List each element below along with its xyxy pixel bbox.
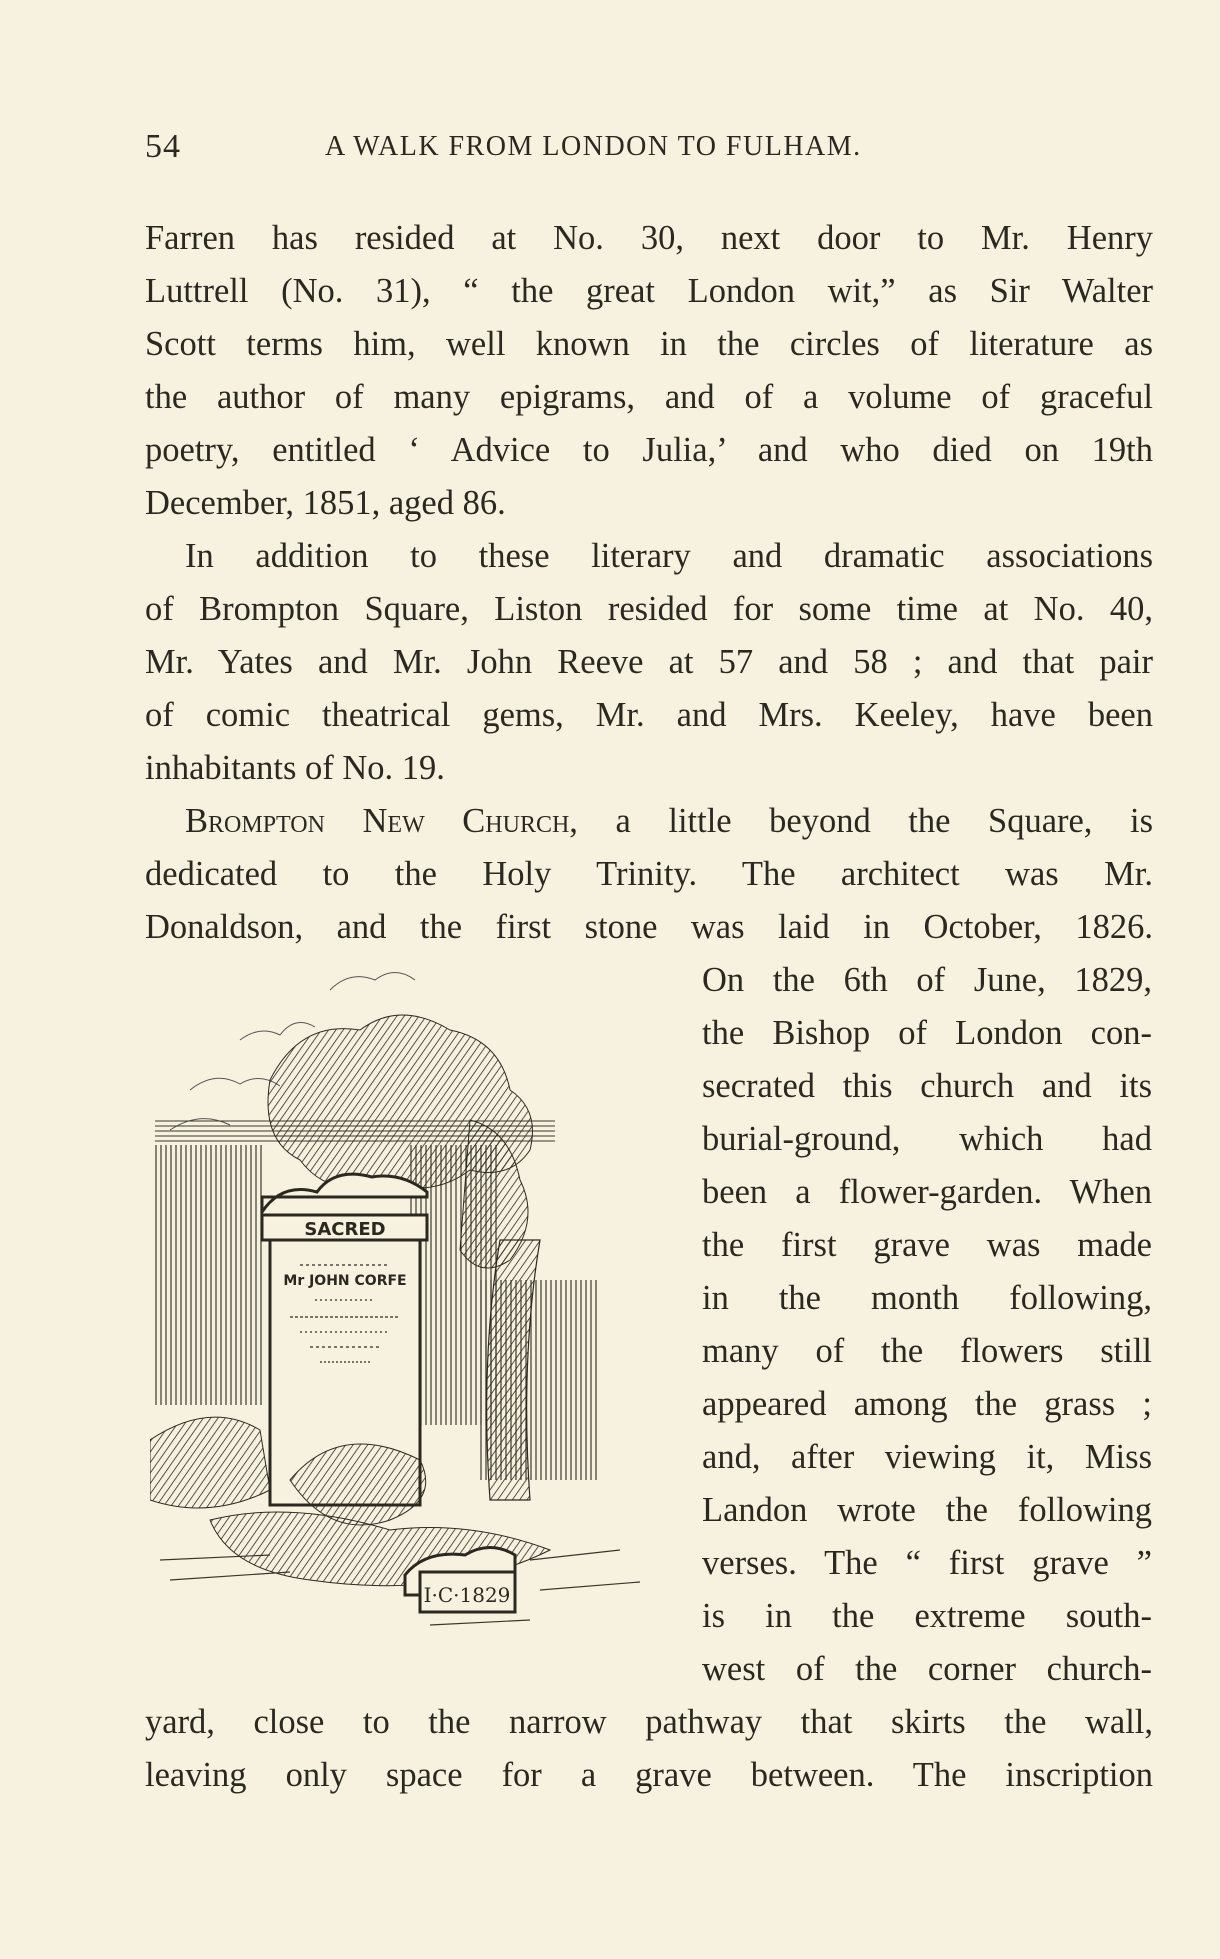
- text-line: west of the corner church-: [702, 1650, 1152, 1688]
- text-line: and, after viewing it, Miss: [702, 1438, 1152, 1476]
- headstone-name: Mr JOHN CORFE: [283, 1273, 407, 1289]
- headstone-sacred: SACRED: [304, 1219, 386, 1240]
- text-line: been a flower-garden. When: [702, 1173, 1152, 1211]
- text-line: [145, 795, 1153, 848]
- text-line: burial-ground, which had: [702, 1120, 1152, 1158]
- text-line: the first grave was made: [702, 1226, 1152, 1264]
- text-line: Luttrell (No. 31), “ the great London wit,” as Sir Walter: [145, 272, 1153, 310]
- footstone-date: I·C·1829: [423, 1583, 511, 1607]
- paragraph-1: [145, 212, 1153, 530]
- text-line: December, 1851, aged 86.: [145, 484, 506, 522]
- text-line: secrated this church and its: [702, 1067, 1152, 1105]
- text-run: a little beyond the Square, is: [577, 802, 1154, 840]
- page-number: 54: [145, 128, 181, 165]
- text-line: Mr. Yates and Mr. John Reeve at 57 and 58 ; and that pair: [145, 643, 1153, 681]
- text-line: is in the extreme south-: [702, 1597, 1152, 1635]
- text-line: Scott terms him, well known in the circles of literature as: [145, 325, 1153, 363]
- text-line: of comic theatrical gems, Mr. and Mrs. Keeley, have been: [145, 696, 1153, 734]
- text-line: poetry, entitled ‘ Advice to Julia,’ and who died on 19th: [145, 431, 1153, 469]
- text-line: many of the flowers still: [702, 1332, 1152, 1370]
- text-line: in the month following,: [702, 1279, 1152, 1317]
- text-line: On the 6th of June, 1829,: [702, 961, 1152, 999]
- paragraph-3-continued: [145, 1696, 1153, 1802]
- text-line: Farren has resided at No. 30, next door to Mr. Henry: [145, 219, 1153, 257]
- engraving-gravestone: [150, 960, 680, 1650]
- railing-left: [155, 1145, 265, 1405]
- paragraph-2: [145, 530, 1153, 795]
- running-title: A WALK FROM LONDON TO FULHAM.: [325, 131, 862, 162]
- text-line: Donaldson, and the first stone was laid in October, 1826.: [145, 908, 1153, 946]
- text-line: appeared among the grass ;: [702, 1385, 1152, 1423]
- running-header: [145, 128, 975, 168]
- text-line: leaving only space for a grave between. The inscription: [145, 1756, 1153, 1794]
- text-line: Landon wrote the following: [702, 1491, 1152, 1529]
- paragraph-3: [145, 795, 1153, 954]
- paragraph-3-wrap-column: [702, 954, 1152, 1696]
- text-line: the Bishop of London con-: [702, 1014, 1152, 1052]
- text-line: the author of many epigrams, and of a volume of graceful: [145, 378, 1153, 416]
- text-line: inhabitants of No. 19.: [145, 749, 445, 787]
- text-line: yard, close to the narrow pathway that skirts the wall,: [145, 1703, 1153, 1741]
- text-line: of Brompton Square, Liston resided for some time at No. 40,: [145, 590, 1153, 628]
- church-name: Brompton New Church,: [185, 802, 578, 840]
- text-line: dedicated to the Holy Trinity. The architect was Mr.: [145, 855, 1153, 893]
- text-line: In addition to these literary and dramatic associations: [185, 537, 1153, 575]
- text-line: verses. The “ first grave ”: [702, 1544, 1152, 1582]
